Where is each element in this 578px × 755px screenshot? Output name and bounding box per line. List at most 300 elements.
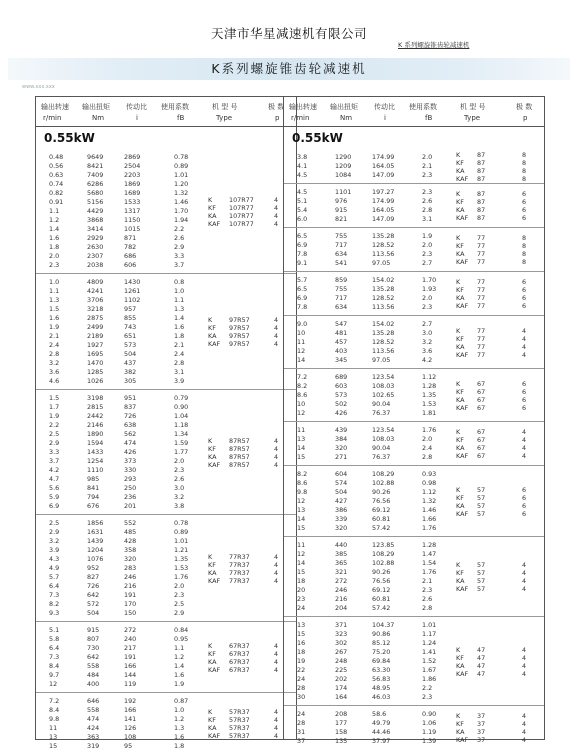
torque-cell: 204	[335, 604, 348, 612]
sf-cell: 1.17	[422, 630, 437, 638]
ratio-cell: 1317	[124, 207, 141, 215]
ratio-cell: 437	[124, 359, 137, 367]
rating-group	[284, 272, 544, 316]
model-size: 87R57	[229, 445, 250, 453]
model-row	[284, 167, 544, 175]
sf-cell: 3.3	[174, 252, 185, 260]
torque-cell: 208	[335, 710, 348, 718]
table-row	[36, 403, 296, 412]
model-size: 87	[477, 175, 486, 183]
speed-cell: 1.3	[49, 296, 60, 304]
sf-cell: 2.2	[174, 225, 185, 233]
model-row	[36, 553, 296, 561]
table-row	[36, 153, 296, 162]
rating-group	[284, 537, 544, 617]
model-prefix: KA	[456, 728, 465, 736]
ratio-cell: 147.09	[372, 215, 395, 223]
model-size: 77	[477, 294, 486, 302]
ratio-cell: 217	[124, 644, 137, 652]
speed-cell: 1.0	[49, 278, 60, 286]
model-row	[36, 316, 296, 324]
sf-cell: 2.6	[422, 197, 433, 205]
model-size: 57	[477, 577, 486, 585]
ratio-cell: 485	[124, 528, 137, 536]
model-unit: Type	[464, 114, 481, 122]
ratio-cell: 382	[124, 368, 137, 376]
sf-cell: 0.87	[174, 697, 189, 705]
model-size: 97R57	[229, 332, 250, 340]
sf-cell: 1.76	[422, 426, 437, 434]
torque-cell: 2815	[87, 403, 104, 411]
ratio-cell: 135.28	[372, 232, 395, 240]
poles-cell: 4	[274, 724, 279, 732]
table-row	[36, 350, 296, 359]
torque-cell: 323	[335, 630, 348, 638]
ratio-cell: 197.27	[372, 188, 395, 196]
model-prefix: KF	[208, 650, 216, 658]
torque-cell: 646	[87, 697, 100, 705]
model-row	[284, 234, 544, 242]
model-row	[284, 250, 544, 258]
table-row	[36, 412, 296, 421]
model-prefix: KA	[456, 343, 465, 351]
model-row	[284, 662, 544, 670]
speed-cell: 7.2	[49, 697, 60, 705]
model-prefix: KA	[208, 569, 217, 577]
poles-cell: 4	[274, 561, 279, 569]
sf-cell: 2.0	[422, 435, 433, 443]
torque-cell: 248	[335, 657, 348, 665]
torque-cell: 2146	[87, 421, 104, 429]
torque-cell: 1209	[335, 162, 352, 170]
speed-cell: 24	[297, 675, 306, 683]
sf-cell: 1.32	[422, 497, 437, 505]
model-prefix: K	[456, 486, 461, 494]
model-prefix: KA	[208, 658, 217, 666]
ratio-cell: 85.12	[372, 639, 391, 647]
sf-cell: 1.4	[174, 314, 185, 322]
model-prefix: K	[456, 151, 461, 159]
sf-cell: 2.2	[422, 684, 433, 692]
poles-cell: 4	[274, 716, 279, 724]
table-row	[284, 630, 544, 639]
model-row	[36, 453, 296, 461]
model-prefix: K	[456, 646, 461, 654]
torque-cell: 216	[335, 595, 348, 603]
speed-cell: 28	[297, 719, 306, 727]
torque-cell: 726	[87, 582, 100, 590]
ratio-cell: 606	[124, 261, 137, 269]
sf-cell: 1.53	[174, 564, 189, 572]
speed-cell: 18	[297, 577, 306, 585]
sf-unit: fB	[425, 114, 433, 122]
speed-cell: 12	[297, 347, 306, 355]
sf-cell: 1.04	[174, 412, 189, 420]
poles-cell: 4	[274, 324, 279, 332]
torque-cell: 1890	[87, 430, 104, 438]
sf-cell: 2.5	[174, 600, 185, 608]
model-size: 57	[477, 569, 486, 577]
torque-cell: 603	[335, 382, 348, 390]
torque-cell: 440	[335, 541, 348, 549]
speed-cell: 11	[297, 541, 306, 549]
model-size: 67	[477, 380, 486, 388]
ratio-cell: 135.28	[372, 285, 395, 293]
model-prefix: KAF	[456, 351, 469, 359]
right-groups	[284, 149, 544, 750]
table-row	[284, 541, 544, 550]
poles-cell: 4	[522, 654, 527, 662]
ratio-cell: 90.04	[372, 400, 391, 408]
torque-cell: 481	[335, 329, 348, 337]
speed-cell: 15	[49, 742, 58, 750]
speed-cell: 1.9	[49, 323, 60, 331]
torque-cell: 1594	[87, 439, 104, 447]
torque-cell: 1927	[87, 341, 104, 349]
ratio-cell: 37.97	[372, 737, 391, 745]
torque-cell: 4241	[87, 287, 104, 295]
model-prefix: KA	[208, 724, 217, 732]
poles-cell: 6	[522, 206, 527, 214]
sf-cell: 4.2	[422, 356, 433, 364]
torque-cell: 384	[335, 435, 348, 443]
torque-header: 输出扭矩	[82, 103, 110, 111]
model-size: 97R57	[229, 340, 250, 348]
model-row	[284, 159, 544, 167]
sf-cell: 1.2	[174, 653, 185, 661]
sf-cell: 2.7	[422, 320, 433, 328]
ratio-cell: 90.26	[372, 488, 391, 496]
poles-cell: 4	[274, 553, 279, 561]
sf-cell: 1.06	[422, 719, 437, 727]
speed-cell: 7.3	[49, 591, 60, 599]
poles-cell: 6	[522, 190, 527, 198]
sf-cell: 1.53	[422, 400, 437, 408]
ratio-cell: 201	[124, 502, 137, 510]
model-prefix: KAF	[456, 452, 469, 460]
torque-cell: 474	[87, 715, 100, 723]
rating-group	[36, 693, 296, 755]
model-size: 77	[477, 234, 486, 242]
model-prefix: KAF	[208, 666, 221, 674]
model-row	[284, 486, 544, 494]
model-row	[284, 327, 544, 335]
ratio-cell: 48.95	[372, 684, 391, 692]
torque-cell: 345	[335, 356, 348, 364]
model-row	[284, 206, 544, 214]
torque-cell: 246	[335, 586, 348, 594]
ratio-header: 传动比	[126, 103, 147, 111]
speed-cell: 1.1	[49, 207, 60, 215]
sf-cell: 0.8	[174, 278, 185, 286]
rating-group	[284, 422, 544, 466]
speed-cell: 2.9	[49, 528, 60, 536]
ratio-unit: i	[384, 114, 386, 122]
model-size: 57	[477, 502, 486, 510]
torque-cell: 371	[335, 621, 348, 629]
speed-cell: 3.9	[49, 546, 60, 554]
speed-cell: 0.56	[49, 162, 64, 170]
model-size: 37	[477, 728, 486, 736]
model-row	[36, 732, 296, 740]
speed-cell: 2.5	[49, 519, 60, 527]
ratio-cell: 97.05	[372, 259, 391, 267]
rating-group	[284, 369, 544, 422]
torque-cell: 484	[87, 671, 100, 679]
model-row	[36, 461, 296, 469]
poles-cell: 4	[274, 461, 279, 469]
poles-cell: 4	[522, 452, 527, 460]
torque-cell: 604	[335, 470, 348, 478]
poles-cell: 6	[522, 286, 527, 294]
table-row	[36, 502, 296, 511]
poles-cell: 6	[522, 294, 527, 302]
ratio-cell: 1689	[124, 189, 141, 197]
torque-cell: 439	[335, 426, 348, 434]
ratio-cell: 166	[124, 706, 137, 714]
ratio-cell: 743	[124, 323, 137, 331]
model-row	[284, 728, 544, 736]
model-row	[36, 666, 296, 674]
model-prefix: KAF	[208, 220, 221, 228]
sf-cell: 1.0	[174, 706, 185, 714]
torque-cell: 1076	[87, 555, 104, 563]
poles-cell: 6	[522, 396, 527, 404]
speed-cell: 6.4	[49, 582, 60, 590]
ratio-cell: 1150	[124, 216, 141, 224]
speed-cell: 31	[297, 728, 306, 736]
ratio-cell: 69.12	[372, 586, 391, 594]
speed-cell: 12	[297, 497, 306, 505]
model-size: 67R37	[229, 666, 250, 674]
model-prefix: KF	[456, 198, 464, 206]
model-row	[284, 585, 544, 593]
table-row	[284, 604, 544, 613]
torque-cell: 202	[335, 675, 348, 683]
torque-cell: 1110	[87, 466, 104, 474]
model-row	[284, 436, 544, 444]
torque-cell: 1433	[87, 448, 104, 456]
model-size: 47	[477, 654, 486, 662]
model-prefix: K	[456, 278, 461, 286]
torque-cell: 574	[335, 479, 348, 487]
poles-cell: 4	[274, 658, 279, 666]
speed-cell: 4.9	[49, 564, 60, 572]
model-size: 57	[477, 561, 486, 569]
table-row	[36, 626, 296, 635]
sf-cell: 2.3	[422, 303, 433, 311]
sf-cell: 0.93	[422, 470, 437, 478]
banner-title: K系列螺旋锥齿轮减速机	[211, 61, 367, 76]
model-prefix: K	[456, 380, 461, 388]
ratio-cell: 141	[124, 715, 137, 723]
ratio-cell: 174.99	[372, 197, 395, 205]
speed-cell: 9.7	[49, 671, 60, 679]
model-size: 87R57	[229, 453, 250, 461]
table-row	[36, 591, 296, 600]
speed-cell: 24	[297, 604, 306, 612]
model-row	[284, 175, 544, 183]
table-row	[284, 595, 544, 604]
speed-cell: 15	[297, 568, 306, 576]
speed-cell: 3.2	[49, 537, 60, 545]
model-row	[284, 214, 544, 222]
ratio-cell: 108.29	[372, 470, 395, 478]
poles-cell: 8	[522, 258, 527, 266]
poles-cell: 6	[522, 510, 527, 518]
ratio-cell: 144	[124, 671, 137, 679]
table-row	[284, 693, 544, 702]
speed-cell: 8.4	[49, 662, 60, 670]
table-row	[36, 243, 296, 252]
table-row	[36, 368, 296, 377]
sf-cell: 1.35	[422, 391, 437, 399]
ratio-cell: 2869	[124, 153, 141, 161]
torque-cell: 386	[335, 506, 348, 514]
model-prefix: KA	[208, 453, 217, 461]
model-row	[36, 332, 296, 340]
ratio-cell: 216	[124, 582, 137, 590]
poles-cell: 4	[274, 708, 279, 716]
torque-cell: 164	[335, 693, 348, 701]
ratio-cell: 76.37	[372, 409, 391, 417]
sf-cell: 1.54	[422, 559, 437, 567]
sf-cell: 1.2	[174, 715, 185, 723]
model-prefix: KAF	[456, 736, 469, 744]
speed-cell: 1.4	[49, 225, 60, 233]
model-row	[284, 494, 544, 502]
table-row	[36, 287, 296, 296]
model-prefix: K	[456, 561, 461, 569]
poles-cell: 4	[522, 561, 527, 569]
poles-cell: 8	[522, 234, 527, 242]
model-prefix: K	[208, 642, 213, 650]
ratio-cell: 57.42	[372, 524, 391, 532]
model-row	[36, 340, 296, 348]
torque-cell: 225	[335, 666, 348, 674]
torque-cell: 572	[87, 600, 100, 608]
ratio-cell: 63.30	[372, 666, 391, 674]
table-row	[284, 470, 544, 479]
torque-cell: 676	[87, 502, 100, 510]
torque-cell: 717	[335, 241, 348, 249]
sf-cell: 3.0	[422, 329, 433, 337]
sf-cell: 2.1	[174, 341, 185, 349]
torque-cell: 403	[335, 347, 348, 355]
speed-unit: r/min	[291, 114, 310, 122]
torque-cell: 7409	[87, 171, 104, 179]
model-row	[36, 204, 296, 212]
rating-group	[284, 617, 544, 706]
table-row	[284, 524, 544, 533]
sf-unit: fB	[177, 114, 185, 122]
ratio-cell: 358	[124, 546, 137, 554]
torque-cell: 339	[335, 515, 348, 523]
ratio-cell: 108.03	[372, 435, 395, 443]
ratio-cell: 951	[124, 394, 137, 402]
ratio-cell: 76.37	[372, 453, 391, 461]
table-row	[36, 180, 296, 189]
ratio-header: 传动比	[374, 103, 395, 111]
model-size: 67	[477, 404, 486, 412]
torque-cell: 1101	[335, 188, 352, 196]
model-row	[284, 444, 544, 452]
sf-cell: 0.89	[174, 162, 189, 170]
speed-cell: 11	[49, 724, 58, 732]
poles-cell: 6	[522, 278, 527, 286]
model-size: 97R57	[229, 316, 250, 324]
model-row	[284, 736, 544, 744]
sf-cell: 0.90	[174, 403, 189, 411]
speed-cell: 14	[297, 515, 306, 523]
model-header: 机 型 号	[460, 103, 486, 111]
sf-cell: 3.8	[174, 502, 185, 510]
model-row	[36, 437, 296, 445]
ratio-cell: 60.81	[372, 515, 391, 523]
ratio-cell: 69.12	[372, 506, 391, 514]
torque-cell: 504	[87, 609, 100, 617]
torque-cell: 2038	[87, 261, 104, 269]
model-size: 107R77	[229, 204, 254, 212]
sf-cell: 2.3	[174, 591, 185, 599]
table-row	[36, 421, 296, 430]
speed-cell: 7.8	[297, 250, 308, 258]
model-row	[36, 561, 296, 569]
poles-cell: 6	[522, 494, 527, 502]
speed-header: 输出转速	[41, 103, 69, 111]
model-prefix: KA	[456, 206, 465, 214]
speed-cell: 23	[297, 595, 306, 603]
torque-cell: 827	[87, 573, 100, 581]
sf-cell: 0.78	[174, 519, 189, 527]
poles-cell: 6	[522, 302, 527, 310]
poles-cell: 4	[274, 732, 279, 740]
sf-cell: 1.20	[174, 180, 189, 188]
model-prefix: KAF	[208, 461, 221, 469]
ratio-cell: 373	[124, 457, 137, 465]
model-row	[284, 278, 544, 286]
torque-cell: 2307	[87, 252, 104, 260]
torque-cell: 1856	[87, 519, 104, 527]
model-size: 57R37	[229, 732, 250, 740]
speed-cell: 2.5	[49, 430, 60, 438]
torque-cell: 158	[335, 728, 348, 736]
poles-cell: 4	[522, 428, 527, 436]
model-prefix: K	[456, 190, 461, 198]
ratio-cell: 56.83	[372, 675, 391, 683]
model-size: 107R77	[229, 196, 254, 204]
sf-cell: 2.3	[422, 693, 433, 701]
table-row	[36, 377, 296, 386]
torque-cell: 321	[335, 568, 348, 576]
model-prefix: KF	[208, 445, 216, 453]
poles-cell: 6	[522, 388, 527, 396]
poles-cell: 4	[274, 212, 279, 220]
sf-cell: 1.41	[422, 648, 437, 656]
poles-cell: 4	[522, 577, 527, 585]
rating-group	[284, 466, 544, 537]
sf-cell: 2.1	[422, 162, 433, 170]
torque-cell: 271	[335, 453, 348, 461]
ratio-cell: 123.54	[372, 426, 395, 434]
poles-cell: 4	[274, 453, 279, 461]
table-row	[284, 550, 544, 559]
speed-cell: 8.2	[297, 470, 308, 478]
speed-cell: 6.4	[49, 644, 60, 652]
model-prefix: KAF	[456, 258, 469, 266]
ratio-cell: 90.26	[372, 568, 391, 576]
table-row	[36, 234, 296, 243]
